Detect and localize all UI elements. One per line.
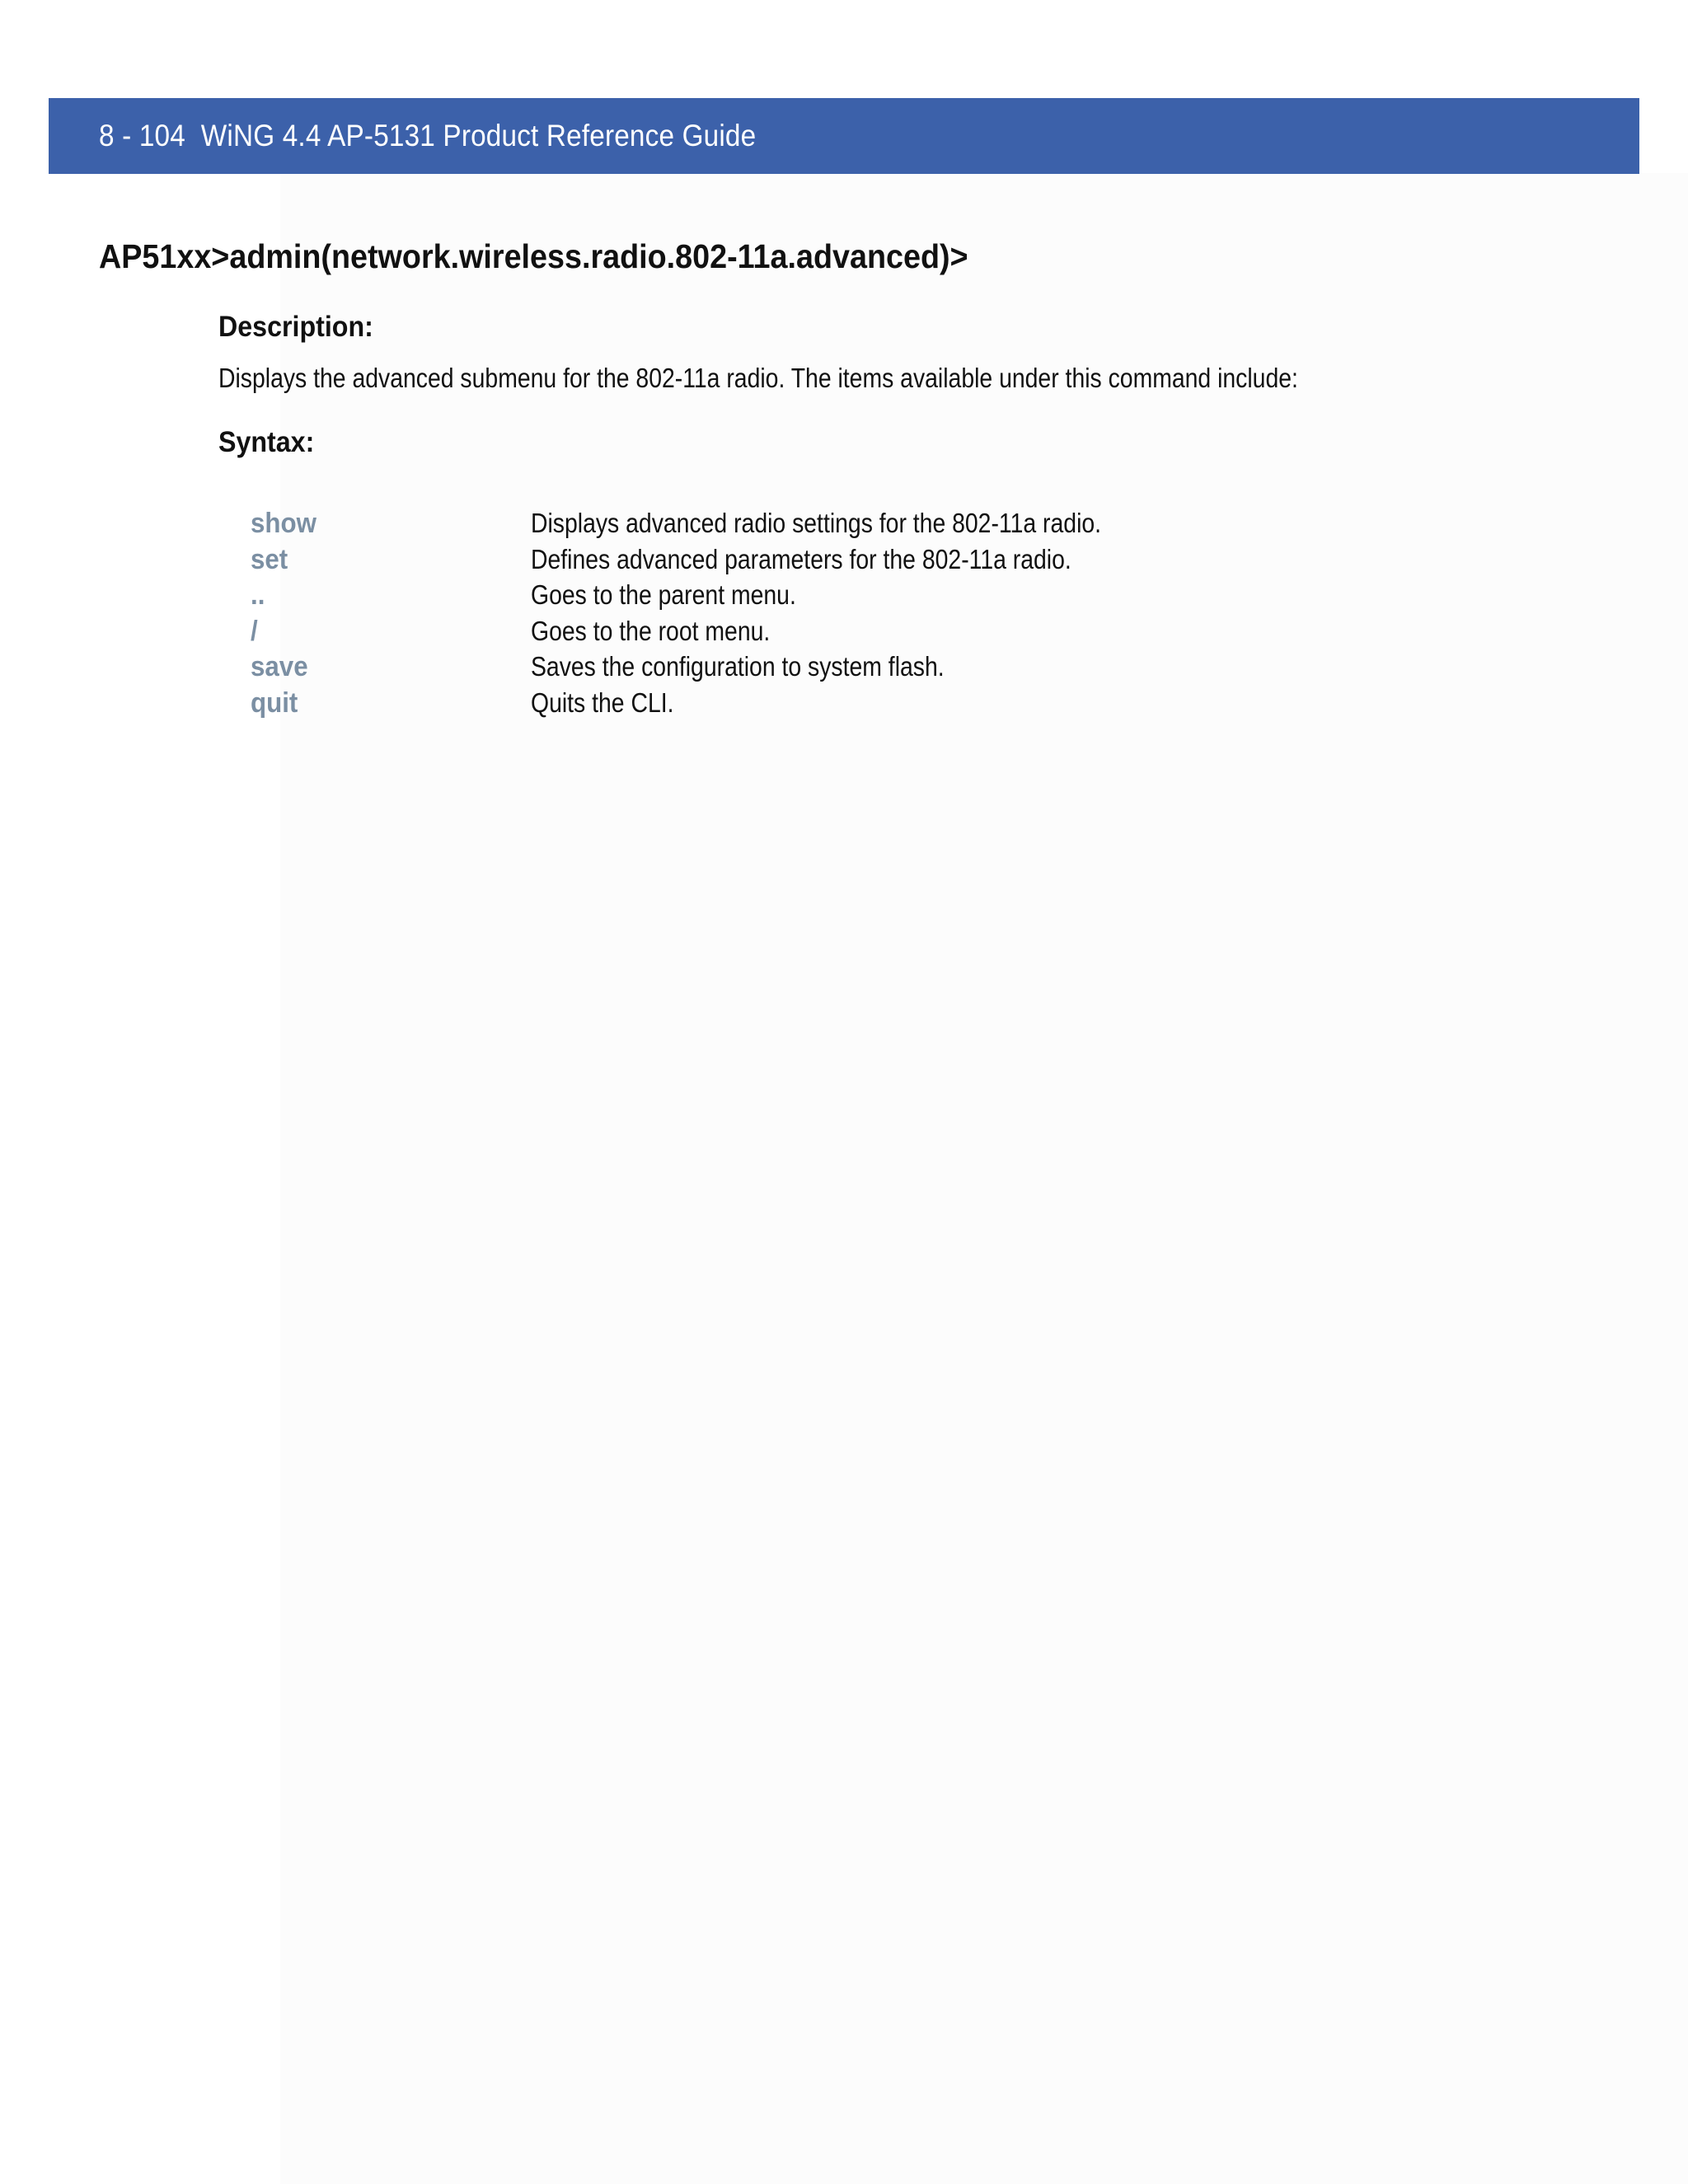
page-header-title: 8 - 104 WiNG 4.4 AP-5131 Product Reference Guide (99, 119, 757, 152)
syntax-row-quit (251, 687, 1240, 724)
syntax-heading: Syntax: (218, 426, 315, 458)
command-name: save (251, 651, 308, 682)
command-name: / (251, 615, 258, 647)
command-description: Goes to the parent menu. (531, 579, 796, 610)
command-description: Saves the configuration to system flash. (531, 651, 945, 682)
syntax-table (251, 508, 1240, 723)
command-name: show (251, 508, 316, 539)
command-name: quit (251, 687, 298, 719)
description-text: Displays the advanced submenu for the 802-11a radio. The items available under this command include: (218, 363, 1298, 393)
syntax-row-show (251, 508, 1240, 544)
syntax-row-set (251, 544, 1240, 580)
description-heading: Description: (218, 311, 373, 343)
command-title: AP51xx>admin(network.wireless.radio.802-11a.advanced)> (99, 237, 968, 275)
command-name: .. (251, 579, 265, 611)
syntax-row-root (251, 616, 1240, 652)
command-description: Quits the CLI. (531, 687, 674, 718)
syntax-row-save (251, 651, 1240, 687)
command-description: Goes to the root menu. (531, 615, 771, 646)
syntax-row-parent (251, 579, 1240, 616)
command-description: Defines advanced parameters for the 802-11a radio. (531, 543, 1071, 574)
command-description: Displays advanced radio settings for the 802-11a radio. (531, 508, 1102, 538)
command-name: set (251, 543, 288, 575)
